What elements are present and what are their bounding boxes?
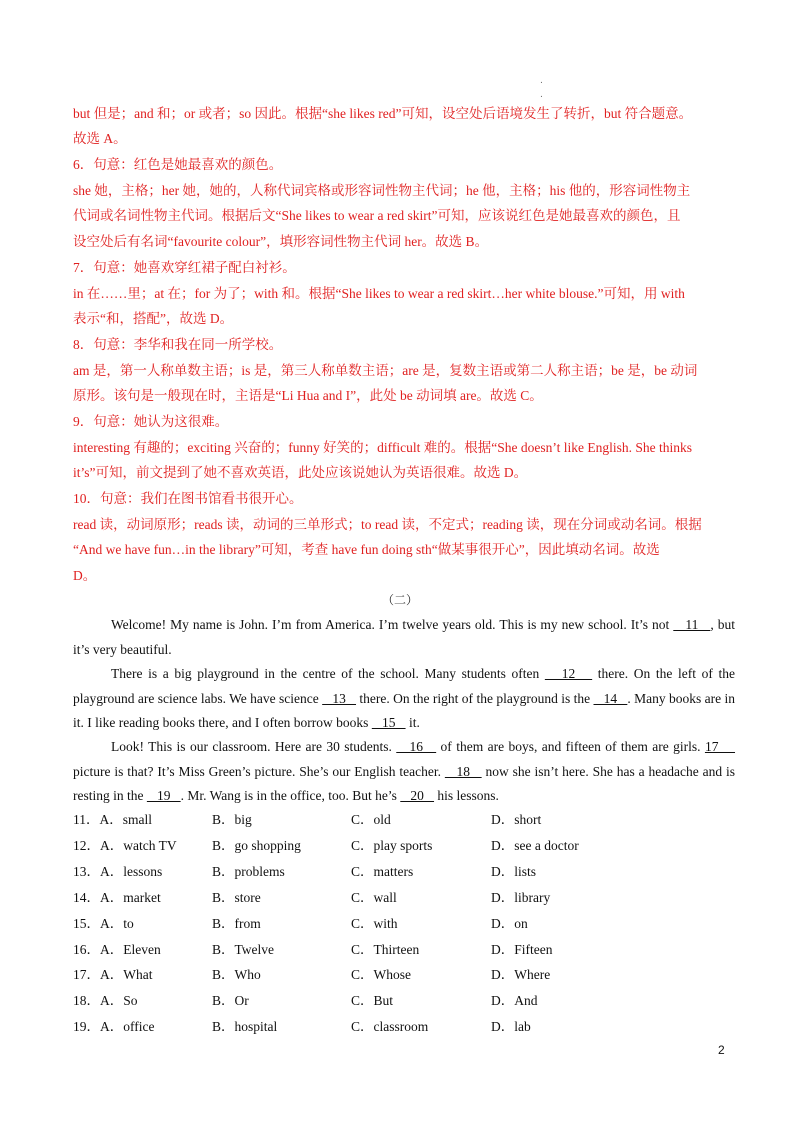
explanation-line: read 读，动词原形；reads 读，动词的三单形式；to read 读，不定式；reading 读，现在分词或动名词。根据 [73,517,702,532]
option-text: A．market [100,890,161,905]
question-option-b: B．problems [212,864,285,879]
question-option-a [73,886,161,910]
passage-paragraph-3 [73,735,735,809]
question-option-d: D．short [491,812,542,827]
explanation-line: it’s”可知，前文提到了她不喜欢英语，此处应该说她认为英语很难。故选 D。 [73,465,528,480]
question-option-a [73,938,161,962]
question-option-c: C．Thirteen [351,942,420,957]
option-text: A．What [100,967,153,982]
corner-mark: . [540,90,543,100]
question-option-a [73,1015,154,1039]
option-text: A．lessons [100,864,163,879]
passage-text: there. On the right of the playground is the [356,690,594,706]
explanation-line: 故选 A。 [73,131,127,146]
question-row [73,886,733,910]
question-option-c: C．play sports [351,838,433,853]
passage-text: There is a big playground in the centre of the school. Many students often [111,666,545,681]
blank-12: 12 [544,666,593,681]
question-option-b: B．go shopping [212,838,301,853]
question-option-b: B．Or [212,993,249,1008]
question-option-b: B．from [212,916,261,931]
blank-18: 18 [444,763,482,779]
question-option-a [73,860,162,884]
explanation-line: 原形。该句是一般现在时，主语是“Li Hua and I”，此处 be 动词填 are。故选 C。 [73,388,543,403]
question-option-d: D．see a doctor [491,838,579,853]
explanation-line: 7．句意：她喜欢穿红裙子配白衬衫。 [73,260,296,275]
option-text: A．to [100,916,134,931]
passage-text: . Mr. Wang is in the office, too. But he’s [180,788,401,803]
option-text: A．small [99,812,152,827]
passage-text: Look! This is our classroom. Here are 30 students. [111,739,397,754]
option-text: A．watch TV [100,838,177,853]
question-number: 18． [73,993,100,1008]
explanation-line: “And we have fun…in the library”可知，考查 have fun doing sth“做某事很开心”，因此填动名词。故选 [73,542,660,557]
question-number: 19． [73,1019,100,1034]
question-option-c: C．matters [351,864,414,879]
question-option-d: D．lab [491,1019,531,1034]
question-number: 13． [73,864,100,879]
explanation-line: 6．句意：红色是她最喜欢的颜色。 [73,157,283,172]
option-text: A．Eleven [100,942,161,957]
question-option-b: B．Twelve [212,942,275,957]
blank-14: 14 [593,690,628,706]
blank-19: 19 [146,788,181,803]
passage-text: his lessons. [434,788,499,803]
question-option-c: C．But [351,993,394,1008]
explanation-line: in 在……里；at 在；for 为了；with 和。根据“She likes to wear a red skirt…her white blouse.”可知，用 with [73,286,685,301]
option-text: A．office [100,1019,155,1034]
explanation-line: 8．句意：李华和我在同一所学校。 [73,337,283,352]
question-number: 12． [73,838,100,853]
passage-text: of them are boys, and fifteen of them are girls. [436,739,705,754]
passage-text: . Many books are in it. I like reading books there, and I often borrow books [73,690,736,730]
passage-paragraph-2 [73,662,735,736]
question-option-d: D．lists [491,864,537,879]
question-row [73,912,733,936]
passage-text: now she isn’t here. She has a headache and is resting in the [73,763,735,803]
blank-13: 13 [322,690,357,706]
question-option-c: C．with [351,916,398,931]
explanation-line: D。 [73,568,97,583]
explanation-line: 代词或名词性物主代词。根据后文“She likes to wear a red skirt”可知，应该说红色是她最喜欢的颜色，且 [73,208,681,223]
question-number: 16． [73,942,100,957]
question-number: 11． [73,812,100,827]
explanation-line: 9．句意：她认为这很难。 [73,414,229,429]
question-option-d: D．on [491,916,528,931]
option-text: A．So [100,993,138,1008]
question-row [73,834,733,858]
explanation-line: interesting 有趣的；exciting 兴奋的；funny 好笑的；difficult 难的。根据“She doesn’t like English. She thinks [73,440,692,455]
question-option-c: C．old [351,812,391,827]
passage-text: there. On the left of the playground are science labs. We have science [73,666,736,706]
question-option-b: B．hospital [212,1019,278,1034]
question-option-a [73,963,152,987]
corner-marks [540,74,543,102]
passage-text: it. [405,715,420,730]
blank-17: 17 [704,739,736,754]
question-option-c: C．wall [351,890,397,905]
blank-11: 11 [673,617,711,632]
passage-text: , but it’s very beautiful. [73,617,735,657]
question-option-a [73,808,152,832]
question-option-a [73,989,138,1013]
blank-15: 15 [371,715,406,730]
question-option-b: B．store [212,890,261,905]
explanation-line: she 她，主格；her 她，她的，人称代词宾格或形容词性物主代词；he 他，主格；his 他的，形容词性物主 [73,183,691,198]
question-option-a [73,834,177,858]
question-option-a [73,912,134,936]
question-option-b: B．big [212,812,252,827]
explanation-line: 表示“和，搭配”，故选 D。 [73,311,234,326]
blank-16: 16 [396,739,437,754]
passage-text: Welcome! My name is John. I’m from America. I’m twelve years old. This is my new school. It’s not [111,617,674,632]
passage-paragraph-1 [73,613,735,662]
explanation-line: am 是，第一人称单数主语；is 是，第三人称单数主语；are 是，复数主语或第二人称主语；be 是，be 动词 [73,363,698,378]
passage-text: picture is that? It’s Miss Green’s picture. She’s our English teacher. [73,763,445,779]
section-title: （二） [381,593,418,607]
question-row [73,938,733,962]
question-row [73,1015,733,1039]
question-row [73,963,733,987]
question-option-d: D．Fifteen [491,942,553,957]
question-option-b: B．Who [212,967,261,982]
question-option-d: D．Where [491,967,551,982]
explanation-line: 设空处后有名词“favourite colour”，填形容词性物主代词 her。故选 B。 [73,234,489,249]
question-row [73,989,733,1013]
question-number: 15． [73,916,100,931]
question-option-c: C．classroom [351,1019,429,1034]
question-option-d: D．library [491,890,551,905]
explanation-line: 10．句意：我们在图书馆看书很开心。 [73,491,303,506]
blank-20: 20 [400,788,435,803]
question-option-c: C．Whose [351,967,411,982]
question-option-d: D．And [491,993,538,1008]
question-number: 14． [73,890,100,905]
explanation-line: but 但是；and 和；or 或者；so 因此。根据“she likes red”可知，设空处后语境发生了转折，but 符合题意。 [73,106,693,121]
corner-mark: . [540,76,543,86]
question-row [73,860,733,884]
question-row [73,808,733,832]
question-number: 17． [73,967,100,982]
page-number: 2 [718,1043,725,1057]
